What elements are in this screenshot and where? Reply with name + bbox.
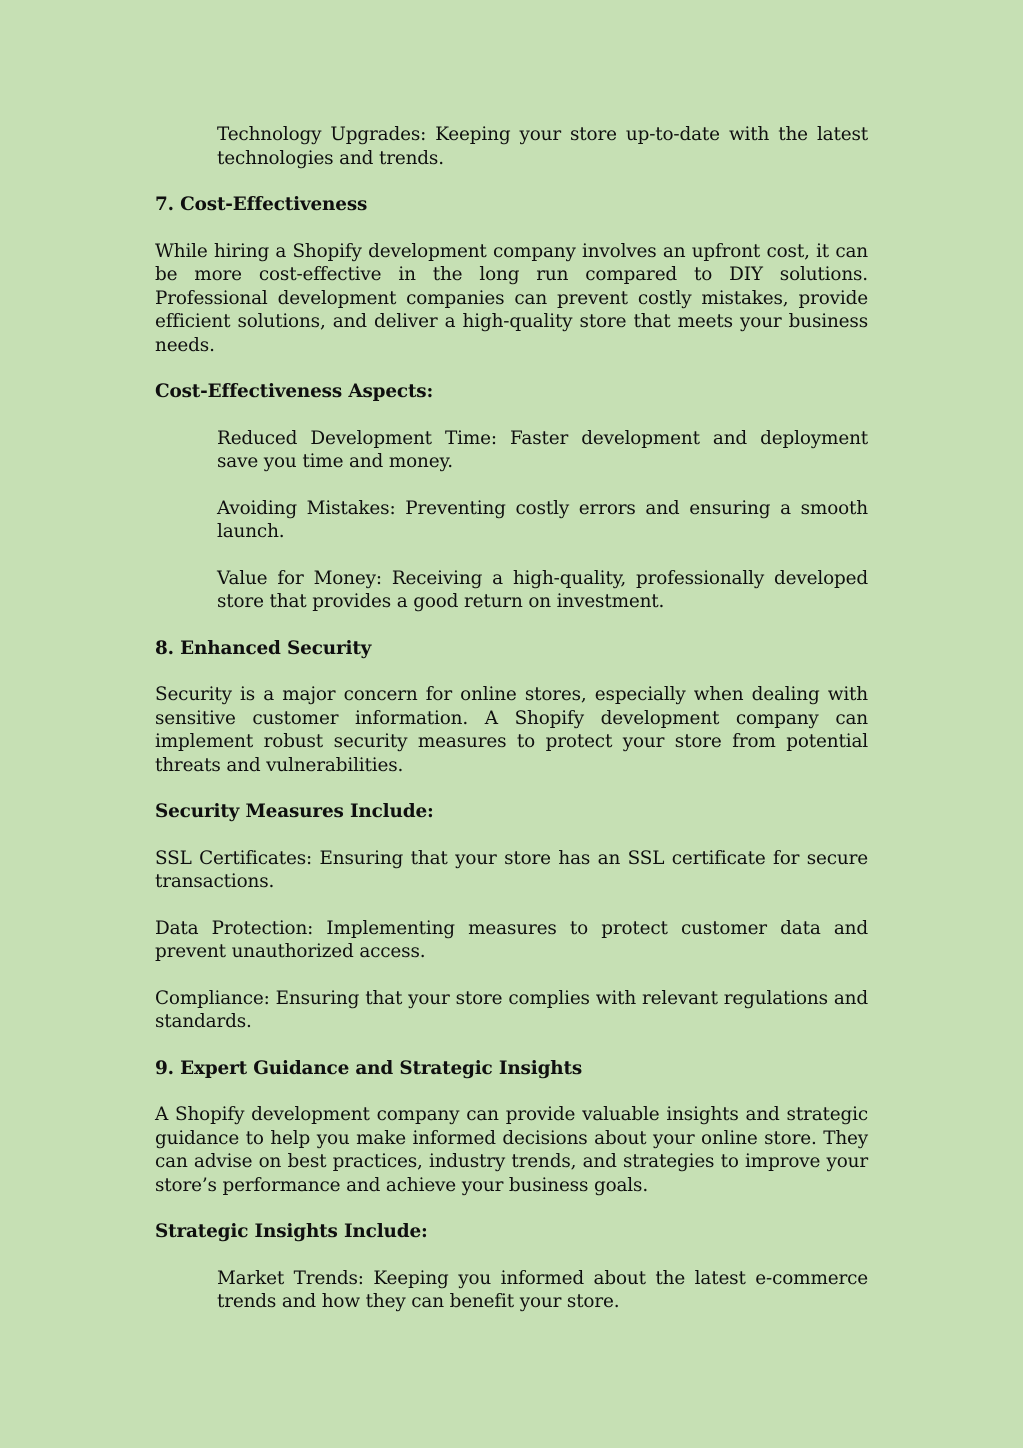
- list-item-ssl-certificates: SSL Certificates: Ensuring that your store has an SSL certificate for secure transactions.: [155, 847, 868, 892]
- paragraph-enhanced-security: Security is a major concern for online stores, especially when dealing with sensitive customer information. A Shopify development company can implement robust security measures to protect your store from potential threats and vulnerabilities.: [155, 684, 868, 776]
- list-item-value-for-money: Value for Money: Receiving a high-quality, professionally developed store that provides a good return on investment.: [217, 567, 868, 612]
- section-heading-expert-guidance: 9. Expert Guidance and Strategic Insights: [155, 1057, 583, 1079]
- paragraph-cost-effectiveness: While hiring a Shopify development company involves an upfront cost, it can be more cost-effective in the long run compared to DIY solutions. Professional development companies can prevent costly mistakes, provide efficient solutions, and deliver a high-quality store that meets your business needs.: [155, 240, 868, 356]
- paragraph-expert-guidance: A Shopify development company can provide valuable insights and strategic guidance to help you make informed decisions about your online store. They can advise on best practices, industry trends, and strategies to improve your store’s performance and achieve your business goals.: [155, 1104, 868, 1196]
- section-heading-enhanced-security: 8. Enhanced Security: [155, 637, 372, 659]
- list-item-market-trends: Market Trends: Keeping you informed about the latest e-commerce trends and how they can benefit your store.: [217, 1267, 868, 1312]
- subheading-cost-effectiveness-aspects: Cost-Effectiveness Aspects:: [155, 381, 434, 402]
- list-item-data-protection: Data Protection: Implementing measures to protect customer data and prevent unauthorized access.: [155, 917, 868, 962]
- section-heading-cost-effectiveness: 7. Cost-Effectiveness: [155, 194, 368, 215]
- list-item-avoiding-mistakes: Avoiding Mistakes: Preventing costly errors and ensuring a smooth launch.: [217, 497, 868, 542]
- subheading-strategic-insights: Strategic Insights Include:: [155, 1221, 428, 1242]
- subheading-security-measures: Security Measures Include:: [155, 801, 434, 822]
- document-page: [155, 123, 868, 1337]
- list-item-technology-upgrades: Technology Upgrades: Keeping your store up-to-date with the latest technologies and trends.: [217, 124, 868, 169]
- list-item-reduced-development-time: Reduced Development Time: Faster development and deployment save you time and money.: [217, 427, 868, 472]
- list-item-compliance: Compliance: Ensuring that your store complies with relevant regulations and standards.: [155, 987, 868, 1032]
